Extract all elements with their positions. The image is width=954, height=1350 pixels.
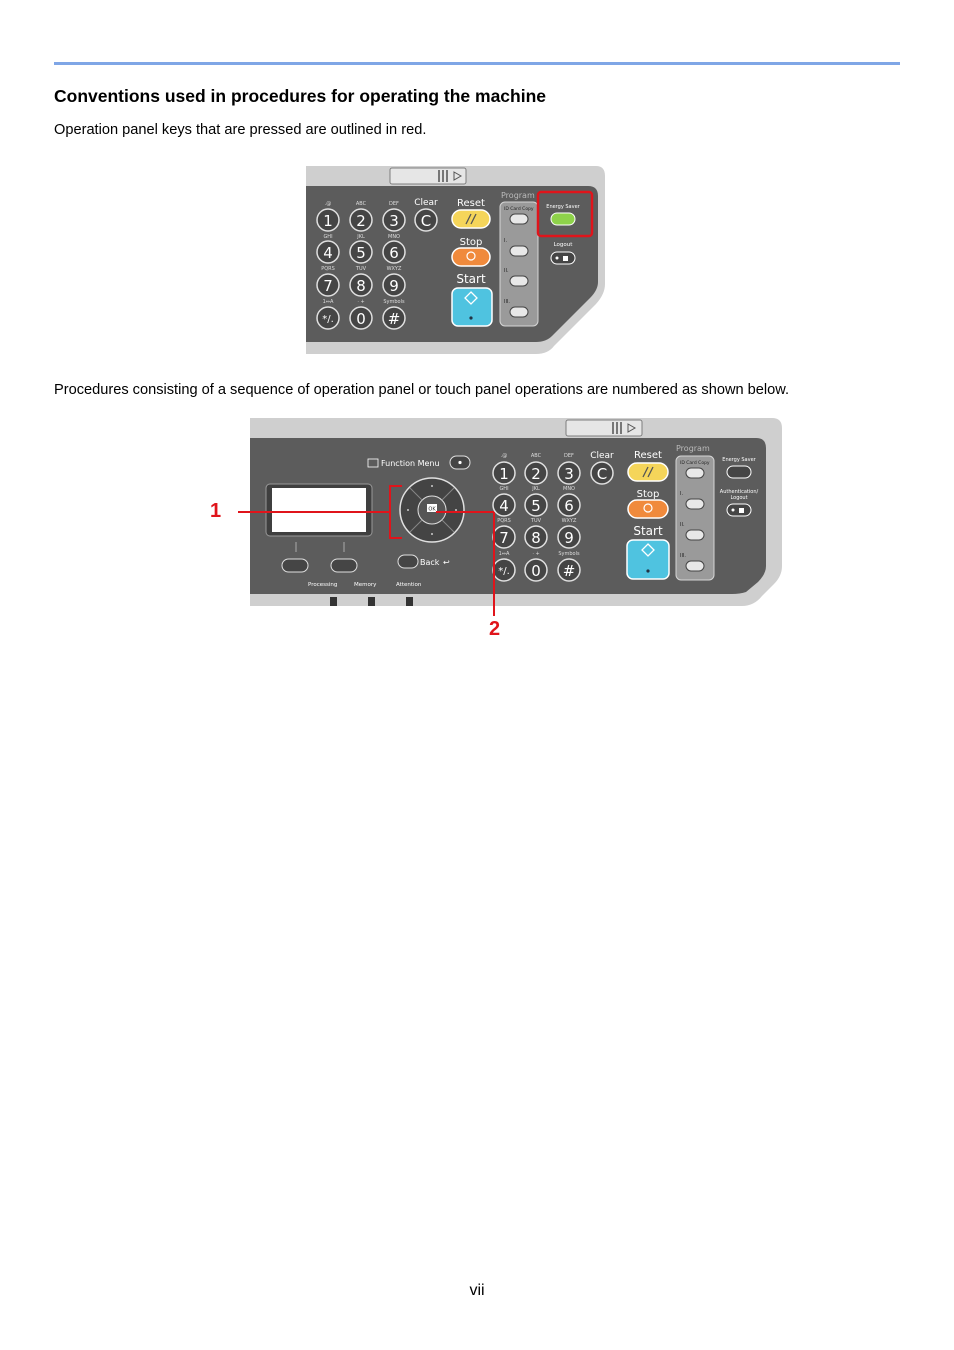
svg-text:Attention: Attention <box>396 582 422 588</box>
page-number: vii <box>469 1282 485 1299</box>
svg-text:Processing: Processing <box>308 582 338 588</box>
svg-text:1⇔A: 1⇔A <box>322 299 334 305</box>
svg-text:Authentication/: Authentication/ <box>719 489 759 495</box>
svg-text:C: C <box>420 212 432 230</box>
program-keys-2 <box>676 444 714 580</box>
svg-text:Logout: Logout <box>730 495 748 501</box>
svg-text:1⇔A: 1⇔A <box>498 551 510 557</box>
svg-text:ID Card Copy: ID Card Copy <box>680 461 710 466</box>
svg-text:6: 6 <box>389 244 399 262</box>
svg-text:5: 5 <box>531 497 541 515</box>
svg-text:2: 2 <box>531 465 541 483</box>
svg-text:8: 8 <box>356 277 366 295</box>
svg-text:0: 0 <box>531 562 541 580</box>
svg-text:.@: .@ <box>324 201 332 207</box>
svg-text:Program: Program <box>676 444 710 453</box>
clear-key-2[interactable] <box>590 451 614 484</box>
svg-text:MNO: MNO <box>388 234 400 240</box>
svg-text:#: # <box>562 562 576 580</box>
key-hash[interactable] <box>558 551 580 581</box>
svg-text:*/.: */. <box>322 314 334 325</box>
svg-text:0: 0 <box>356 310 366 328</box>
svg-text:7: 7 <box>323 277 333 295</box>
section-heading: Conventions used in procedures for operating the machine <box>54 86 547 106</box>
svg-text:GHI: GHI <box>323 234 333 240</box>
svg-text:TUV: TUV <box>355 266 367 272</box>
svg-text:Clear: Clear <box>414 198 438 208</box>
svg-text:7: 7 <box>499 529 509 547</box>
svg-text:Back: Back <box>420 558 440 567</box>
svg-text:ABC: ABC <box>530 453 542 459</box>
svg-text:ID Card Copy: ID Card Copy <box>504 207 534 212</box>
svg-text:· +: · + <box>357 299 365 305</box>
svg-text:Start: Start <box>633 524 663 538</box>
header-rule <box>54 62 900 65</box>
svg-text:Reset: Reset <box>634 450 662 461</box>
attention-lamp <box>406 597 413 606</box>
svg-text:Energy Saver: Energy Saver <box>722 457 756 463</box>
svg-text:PQRS: PQRS <box>321 266 335 272</box>
intro-paragraph: Operation panel keys that are pressed are outlined in red. <box>54 122 427 138</box>
svg-text:4: 4 <box>323 244 333 262</box>
svg-text:I.: I. <box>504 238 508 244</box>
procedure-paragraph: Procedures consisting of a sequence of operation panel or touch panel operations are numbered as shown below. <box>54 382 790 398</box>
svg-text:MNO: MNO <box>563 486 575 492</box>
operation-panel-figure <box>306 164 608 356</box>
svg-text:TUV: TUV <box>530 518 542 524</box>
svg-text:3: 3 <box>564 465 574 483</box>
lcd-screen <box>272 488 366 532</box>
processing-lamp <box>330 597 337 606</box>
svg-text:DEF: DEF <box>389 201 399 207</box>
svg-text:I.: I. <box>680 491 684 497</box>
full-panel-figure <box>236 416 784 642</box>
svg-text:Function Menu: Function Menu <box>381 459 440 468</box>
memory-lamp <box>368 597 375 606</box>
svg-text:OK: OK <box>428 506 436 513</box>
svg-text:ABC: ABC <box>355 201 367 207</box>
svg-text:Stop: Stop <box>459 237 483 248</box>
svg-text:JKL: JKL <box>532 486 540 492</box>
svg-text:8: 8 <box>531 529 541 547</box>
svg-text:II.: II. <box>504 268 509 274</box>
program-keys <box>500 191 538 326</box>
svg-text:4: 4 <box>499 497 509 515</box>
ok-key[interactable] <box>427 504 437 513</box>
logout-key[interactable] <box>551 242 575 264</box>
svg-text:2: 2 <box>356 212 366 230</box>
svg-text:Clear: Clear <box>590 451 614 461</box>
svg-text:Logout: Logout <box>553 242 573 248</box>
svg-text:Symbols: Symbols <box>383 299 405 305</box>
indicator-labels <box>308 582 422 588</box>
svg-text:Energy Saver: Energy Saver <box>546 204 580 210</box>
svg-text:III.: III. <box>680 553 687 559</box>
svg-text:Stop: Stop <box>636 489 660 500</box>
svg-text:9: 9 <box>389 277 399 295</box>
back-arrow-icon: ↩ <box>443 558 450 567</box>
callout-number-2: 2 <box>489 618 501 640</box>
svg-text:3: 3 <box>389 212 399 230</box>
svg-text:III.: III. <box>504 299 511 305</box>
svg-text:Start: Start <box>456 272 486 286</box>
svg-text:#: # <box>387 310 401 328</box>
key-hash[interactable] <box>383 299 405 329</box>
svg-text:DEF: DEF <box>564 453 574 459</box>
soft-key-left[interactable] <box>282 559 308 572</box>
svg-text:· +: · + <box>532 551 540 557</box>
svg-text:Program: Program <box>501 191 535 200</box>
soft-key-right[interactable] <box>331 559 357 572</box>
svg-text:C: C <box>596 465 608 483</box>
svg-text:6: 6 <box>564 497 574 515</box>
svg-text:PQRS: PQRS <box>497 518 511 524</box>
reset-key[interactable] <box>452 198 490 228</box>
svg-text:1: 1 <box>499 465 509 483</box>
callout-number-1: 1 <box>210 500 222 522</box>
svg-text:9: 9 <box>564 529 574 547</box>
svg-text:WXYZ: WXYZ <box>386 266 402 272</box>
clear-key[interactable] <box>414 198 438 231</box>
svg-text:.@: .@ <box>500 453 508 459</box>
svg-text:WXYZ: WXYZ <box>561 518 577 524</box>
svg-text:II.: II. <box>680 522 685 528</box>
svg-text:Memory: Memory <box>354 582 377 588</box>
svg-text:1: 1 <box>323 212 333 230</box>
svg-text:5: 5 <box>356 244 366 262</box>
svg-text:Symbols: Symbols <box>558 551 580 557</box>
svg-text:JKL: JKL <box>357 234 365 240</box>
svg-text:GHI: GHI <box>499 486 509 492</box>
svg-text:Reset: Reset <box>457 198 485 209</box>
svg-text:*/.: */. <box>498 566 510 577</box>
